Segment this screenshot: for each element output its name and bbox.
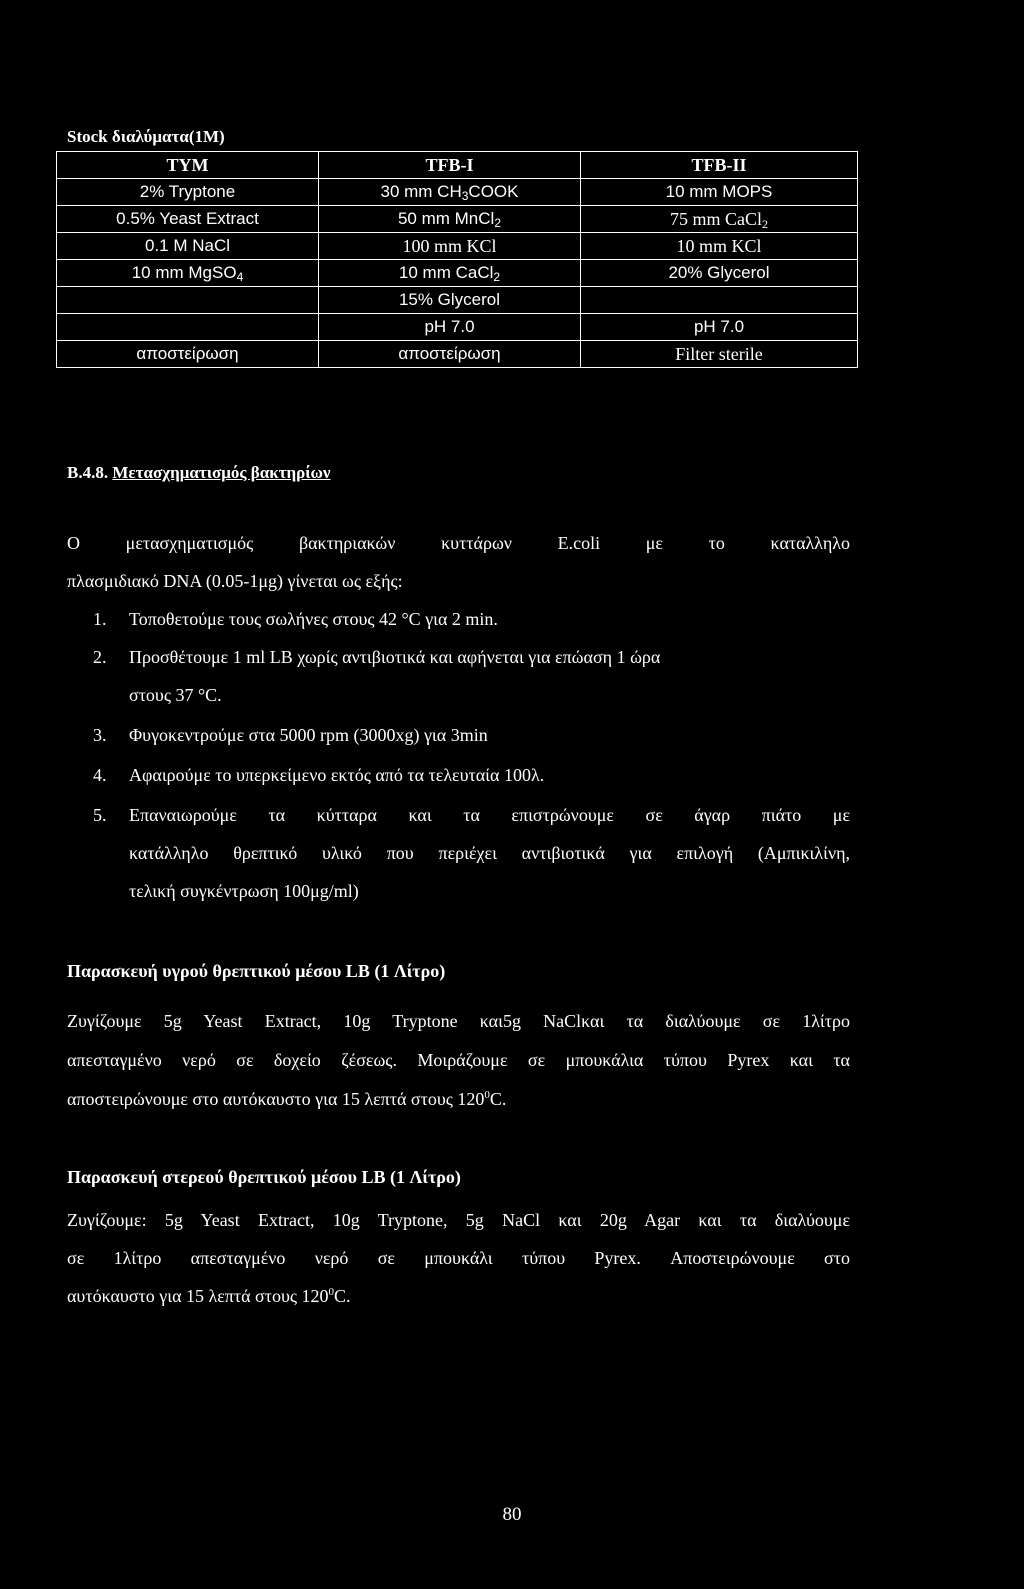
table-cell: 10 mm KCl [581, 233, 858, 260]
stock-solutions-table [56, 151, 858, 368]
table-header-cell: TYM [57, 152, 319, 179]
solid-line-1: Ζυγίζουμε: 5g Yeast Extract, 10g Tryptone, 5g NaCl και 20g Agar και τα διαλύουμε [67, 1210, 850, 1230]
liquid-line-2: απεσταγμένο νερό σε δοχείο ζέσεως. Μοιράζουμε σε μπουκάλια τύπου Pyrex και τα [67, 1050, 850, 1070]
intro-line-2: πλασμιδιακό DNA (0.05-1μg) γίνεται ως εξής: [67, 571, 403, 591]
table-cell: 0.5% Yeast Extract [57, 206, 319, 233]
table-cell: 10 mm MOPS [581, 179, 858, 206]
table-row [57, 314, 858, 341]
solid-medium-heading: Παρασκευή στερεού θρεπτικού μέσου LB (1 Λίτρο) [67, 1167, 461, 1187]
table-row [57, 206, 858, 233]
table-cell: αποστείρωση [319, 341, 581, 368]
table-cell: 0.1 M NaCl [57, 233, 319, 260]
list-text: Αφαιρούμε το υπερκείμενο εκτός από τα τελευταία 100λ. [129, 765, 545, 785]
stock-solutions-title: Stock διαλύματα(1M) [67, 127, 225, 146]
list-text-continued: τελική συγκέντρωση 100μg/ml) [129, 881, 359, 901]
table-row [57, 341, 858, 368]
liquid-medium-heading: Παρασκευή υγρού θρεπτικού μέσου LB (1 Λίτρο) [67, 961, 446, 981]
table-row [57, 260, 858, 287]
section-title: Μετασχηματισμός βακτηρίων [112, 463, 331, 482]
list-text-continued: στους 37 °C. [129, 685, 222, 705]
list-text-continued: κατάλληλο θρεπτικό υλικό που περιέχει αντιβιοτικά για επιλογή (Αμπικιλίνη, [129, 843, 850, 863]
liquid-line-3-text: αποστειρώνουμε στο αυτόκαυστο για 15 λεπτά στους 120 [67, 1089, 485, 1109]
list-item [93, 796, 850, 834]
list-item [93, 638, 850, 676]
list-text: Επαναιωρούμε τα κύτταρα και τα επιστρώνουμε σε άγαρ πιάτο με [129, 805, 850, 825]
list-item [93, 756, 850, 794]
list-text: Φυγοκεντρούμε στα 5000 rpm (3000xg) για 3min [129, 725, 488, 745]
solid-line-3-text: αυτόκαυστο για 15 λεπτά στους 120 [67, 1286, 329, 1306]
degree-superscript: 0 [484, 1089, 490, 1101]
table-header-cell: TFB-II [581, 152, 858, 179]
table-header-cell: TFB-I [319, 152, 581, 179]
table-row [57, 233, 858, 260]
table-cell: αποστείρωση [57, 341, 319, 368]
table-row [57, 179, 858, 206]
table-cell: 15% Glycerol [319, 287, 581, 314]
solid-line-3 [67, 1277, 850, 1315]
table-cell-mgso4: 10 mm MgSO$_4$ [57, 260, 319, 287]
intro-line-1: Ο μετασχηματισμός βακτηριακών κυττάρων E.coli με το καταλληλο [67, 533, 850, 553]
liquid-line-3 [67, 1080, 850, 1118]
table-cell: 2% Tryptone [57, 179, 319, 206]
table-cell: pH 7.0 [581, 314, 858, 341]
table-cell-mncl2: 50 mm MnCl$_2$ [319, 206, 581, 233]
section-heading [67, 463, 331, 483]
table-cell-ch3cook: 30 mm $CH_3COOK$ [319, 179, 581, 206]
list-number: 5. [93, 805, 107, 825]
table-cell: Filter sterile [581, 341, 858, 368]
page-number: 80 [502, 1504, 522, 1525]
table-cell-cacl2: 10 mm CaCl$_2$ [319, 260, 581, 287]
table-header-row [57, 152, 858, 179]
table-cell [581, 287, 858, 314]
list-number: 4. [93, 765, 107, 785]
list-number: 1. [93, 609, 107, 629]
table-cell: 20% Glycerol [581, 260, 858, 287]
solid-line-3-end: C. [334, 1286, 351, 1306]
section-number: Β.4.8. [67, 463, 109, 482]
liquid-line-3-end: C. [489, 1089, 507, 1109]
list-text: Τοποθετούμε τους σωλήνες στους 42 °C για 2 min. [129, 609, 498, 629]
table-cell-cacl2: 75 mm CaCl$_2$ [581, 206, 858, 233]
table-cell: pH 7.0 [319, 314, 581, 341]
table-cell: 100 mm KCl [319, 233, 581, 260]
list-item [93, 716, 850, 754]
table-cell [57, 314, 319, 341]
table-row [57, 287, 858, 314]
list-number: 2. [93, 647, 107, 667]
liquid-line-1: Ζυγίζουμε 5g Yeast Extract, 10g Tryptone και5g NaClκαι τα διαλύουμε σε 1λίτρο [67, 1011, 850, 1031]
solid-line-2: σε 1λίτρο απεσταγμένο νερό σε μπουκάλι τύπου Pyrex. Αποστειρώνουμε στο [67, 1248, 850, 1268]
list-text: Προσθέτουμε 1 ml LB χωρίς αντιβιοτικά και αφήνεται για επώαση 1 ώρα [129, 647, 661, 667]
degree-superscript: 0 [328, 1286, 335, 1298]
list-number: 3. [93, 725, 107, 745]
list-item [93, 600, 850, 638]
table-cell [57, 287, 319, 314]
